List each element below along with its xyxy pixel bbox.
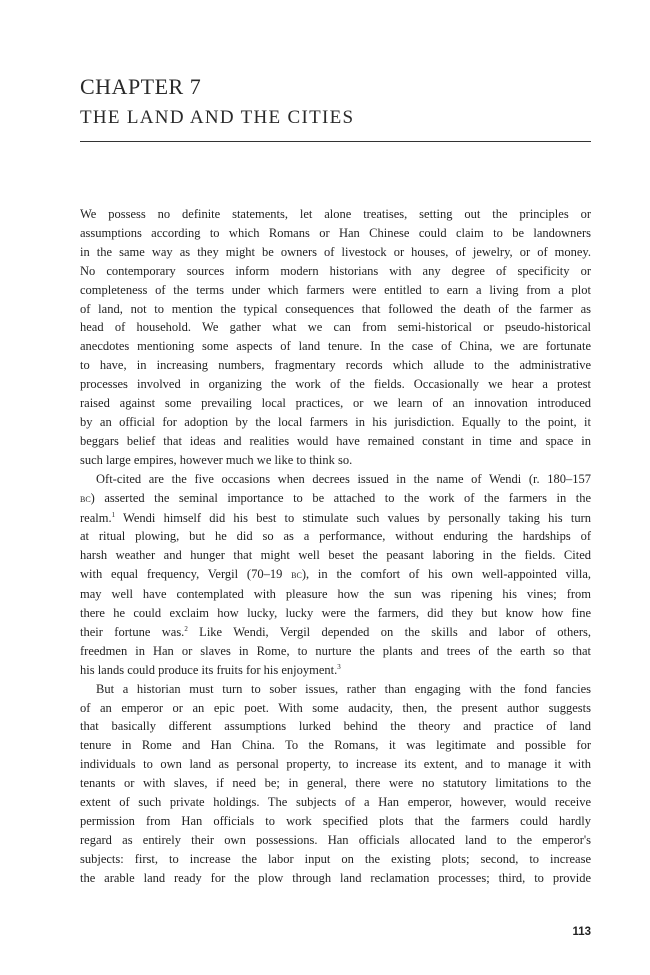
footnote-marker[interactable]: 3 <box>337 662 341 671</box>
text-run: ) asserted the seminal importance to be attached to the work of the farmers in the <box>90 490 591 505</box>
text-run: Like Wendi, Vergil depended on the skills and labor of others, <box>187 624 591 639</box>
text-line: of land, not to mention the typical consequences that followed the death of the farmer as <box>80 301 591 316</box>
text-line: freedmen in Han or slaves in Rome, to nurture the plants and trees of the earth so that <box>80 643 591 658</box>
text-line <box>80 565 591 585</box>
text-line: in the same way as they might be owners of livestock or houses, of jewelry, or of money. <box>80 244 591 259</box>
paragraph-3 <box>80 680 591 888</box>
text-line: beggars belief that ideas and realities would have remained constant in time and space in <box>80 433 591 448</box>
text-line: subjects: first, to increase the labor input on the existing plots; second, to increase <box>80 851 591 866</box>
text-line: extent of such private holdings. The subjects of a Han emperor, however, would receive <box>80 795 591 810</box>
footnote-marker[interactable]: 1 <box>111 510 116 519</box>
text-line: harsh weather and hunger that might well beset the peasant laboring in the fields. Cited <box>80 548 591 563</box>
text-run: their fortune was. <box>80 624 185 639</box>
text-line: the arable land ready for the plow through land reclamation processes; third, to provide <box>80 870 591 885</box>
paragraph-2 <box>80 470 591 680</box>
text-run: ), in the comfort of his own well-appointed villa, <box>301 567 591 582</box>
text-line: there he could exclaim how lucky, lucky were the farmers, did they but know how fine <box>80 606 591 621</box>
text-line: completeness of the terms under which farmers were entitled to earn a living from a plot <box>80 282 591 297</box>
paragraph-1 <box>80 205 591 470</box>
chapter-title: THE LAND AND THE CITIES <box>80 107 355 128</box>
text-run: his lands could produce its fruits for his enjoyment. <box>80 662 338 677</box>
text-line: that basically different assumptions lurked behind the theory and practice of land <box>80 719 591 734</box>
text-line: tenure in Rome and Han China. To the Romans, it was legitimate and possible for <box>80 738 591 753</box>
text-line <box>80 623 591 642</box>
text-line: individuals to own land as personal property, to increase its extent, and to manage it with <box>80 757 591 772</box>
text-line: to have, in increasing numbers, fragmentary records which allude to the administrative <box>80 358 591 373</box>
chapter-number: CHAPTER 7 <box>80 74 202 99</box>
era-label: bc <box>80 492 91 505</box>
text-line: We possess no definite statements, let alone treatises, setting out the principles or <box>80 207 591 221</box>
body-text <box>80 205 591 888</box>
text-line: at ritual plowing, but he did so as a performance, without enduring the hardships of <box>80 529 591 544</box>
text-line <box>80 661 591 680</box>
text-line: No contemporary sources inform modern historians with any degree of specificity or <box>80 263 591 278</box>
text-line: raised against some prevailing local practices, or we learn of an innovation introduced <box>80 396 591 411</box>
text-line: But a historian must turn to sober issues, rather than engaging with the fond fancies <box>96 681 591 696</box>
page-number: 113 <box>572 926 591 938</box>
text-line: processes involved in organizing the work of the fields. Occasionally we hear a protest <box>80 377 591 392</box>
text-line: may well have contemplated with pleasure how the sun was ripening his vines; from <box>80 587 591 602</box>
title-rule <box>80 141 591 142</box>
text-line <box>80 489 591 509</box>
footnote-marker[interactable]: 2 <box>184 624 188 633</box>
text-run: realm. <box>80 510 112 525</box>
text-line: Oft-cited are the five occasions when decrees issued in the name of Wendi (r. 180–157 <box>96 471 591 486</box>
era-label: bc <box>291 569 302 582</box>
text-line: anecdotes mentioning some aspects of land tenure. In the case of China, we are fortunate <box>80 339 591 354</box>
text-line: permission from Han officials to work specified plots that the farmers could hardly <box>80 814 591 828</box>
text-line: regard as entirely their own possessions. Han officials allocated land to the emperor's <box>80 832 591 847</box>
text-line: assumptions according to which Romans or Han Chinese could claim to be landowners <box>80 225 591 240</box>
text-line: head of household. We gather what we can from semi-historical or pseudo-historical <box>80 320 591 335</box>
text-line: of an emperor or an epic poet. With some audacity, then, the present author suggests <box>80 700 591 715</box>
text-line: tenants or with slaves, if need be; in general, there were no statutory limitations to the <box>80 776 591 791</box>
text-run: with equal frequency, Vergil (70–19 <box>80 567 292 582</box>
text-line <box>80 509 591 528</box>
text-line: such large empires, however much we like to think so. <box>80 452 353 467</box>
text-run: Wendi himself did his best to stimulate such values by personally taking his turn <box>115 510 591 525</box>
text-line: by an official for adoption by the local farmers in his jurisdiction. Equally to the point, it <box>80 414 591 429</box>
